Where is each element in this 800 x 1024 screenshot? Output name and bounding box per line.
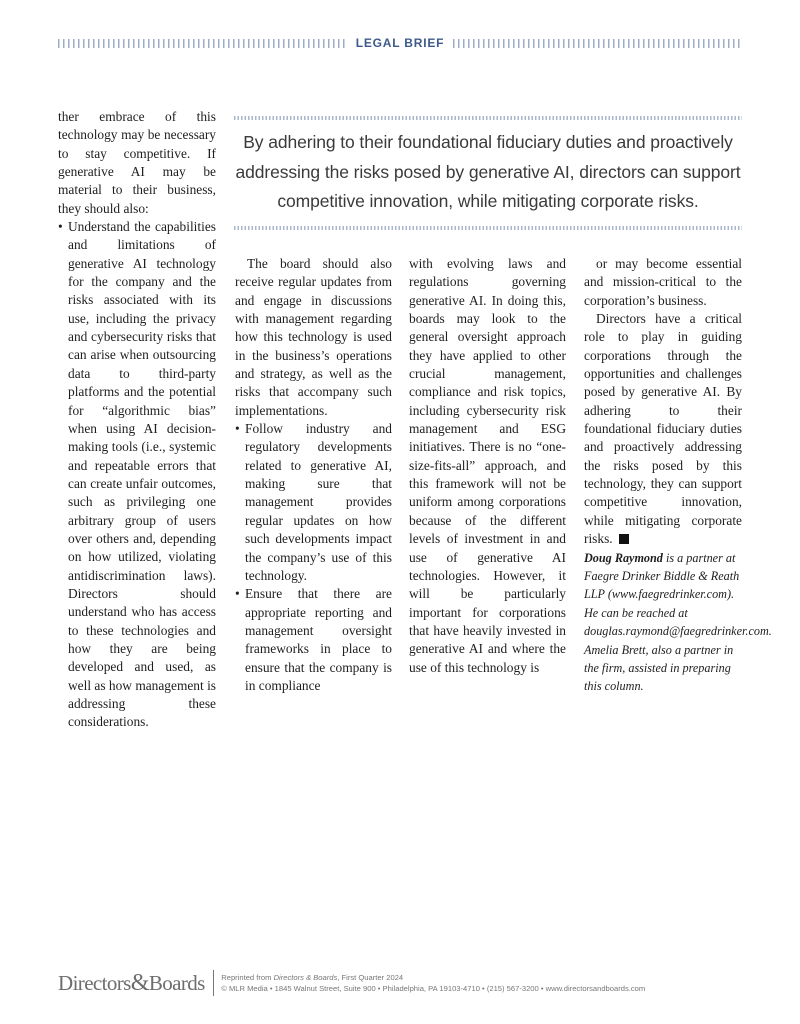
- pull-quote: By adhering to their foundational fiduciary duties and proactively addressing the risks posed by generative AI, directors can support competitive innovation, while mitigating corporate risks.: [235, 132, 741, 211]
- reprint-line: [221, 972, 645, 983]
- article-column-2: [235, 255, 392, 695]
- article-column-3: [409, 255, 566, 677]
- closing-paragraph: [584, 310, 742, 548]
- brand-right: Boards: [148, 970, 205, 995]
- reprint-prefix: Reprinted from: [221, 973, 274, 982]
- bullet-list: [235, 420, 392, 695]
- section-title: LEGAL BRIEF: [355, 36, 445, 50]
- page-footer: [58, 966, 742, 1000]
- paragraph-text: Directors have a critical role to play in guiding corporations through the opportunities and challenges posed by generative AI. By adhering to their foundational fiduciary duties and proactively addressing the risks posed by this technology, they can support competitive innovation, while mitigating corporate risks.: [584, 311, 742, 547]
- footer-divider: [213, 970, 215, 996]
- header-tick-rule-left: [58, 39, 347, 48]
- section-header: [58, 34, 742, 52]
- paragraph: The board should also receive regular updates from and engage in discussions with management regarding how this technology is used in the business’s operations and strategy, as well as the risks that accompany such implementations.: [235, 256, 392, 418]
- directors-boards-logo: [58, 970, 205, 997]
- paragraph: with evolving laws and regulations governing generative AI. In doing this, boards may look to the general oversight approach they have applied to other crucial management, compliance and risk topics, including cybersecurity risk management and ESG initiatives. There is no “one-size-fits-all” approach, and this framework will not be uniform among corporations because of the different levels of investment in and use of generative AI technologies. However, it will be particularly important for corporations that have heavily invested in generative AI and where the use of this technology is: [409, 256, 566, 675]
- paragraph: ther embrace of this technology may be necessary to stay competitive. If generative AI may be material to their business, they should also:: [58, 109, 216, 216]
- brand-left: Directors: [58, 970, 131, 995]
- footer-credits: [221, 972, 645, 994]
- bullet-item: • Ensure that there are appropriate reporting and management oversight frameworks in place to ensure that the company is in compliance: [235, 585, 392, 695]
- article-column-1: [58, 108, 216, 732]
- author-name: Doug Raymond: [584, 550, 663, 565]
- bullet-item: • Understand the capabilities and limitations of generative AI technology for the company and the risks associated with its use, including the privacy and cybersecurity risks that can arise when outsourcing data to third-party platforms and the potential for “algorithmic bias” when using AI decision-making tools (i.e., systemic and repeatable errors that can create unfair outcomes, such as privileging one arbitrary group of users over others and, depending on how utilized, violating antidiscrimination laws). Directors should understand who has access to these technologies and how they are being developed and used, as well as how management is addressing these considerations.: [58, 218, 216, 732]
- bullet-item: • Follow industry and regulatory developments related to generative AI, making sure that management provides regular updates on how such developments impact the company’s use of this technology.: [235, 420, 392, 585]
- pull-quote-rule-bottom: [234, 226, 742, 230]
- author-bio-text: is a partner at Faegre Drinker Biddle & Reath LLP (www.faegredrinker.com). He can be reached at douglas.raymond@faegredrinker.com. Amelia Brett, also a partner in the firm, assisted in preparing this column.: [584, 550, 772, 694]
- publisher-address: © MLR Media • 1845 Walnut Street, Suite 900 • Philadelphia, PA 19103-4710 • (215) 567-3200 • www.directorsandboards.com: [221, 984, 646, 993]
- pull-quote-rule-top: [234, 116, 742, 120]
- brand-amp: &: [130, 969, 149, 996]
- reprint-suffix: , First Quarter 2024: [337, 973, 404, 982]
- header-tick-rule-right: [453, 39, 742, 48]
- article-column-4: [584, 255, 772, 696]
- bullet-list: [58, 218, 216, 732]
- end-mark-icon: [619, 534, 629, 544]
- author-bio: [584, 549, 772, 696]
- paragraph: or may become essential and mission-critical to the corporation’s business.: [584, 256, 742, 308]
- publication-name: Directors & Boards: [273, 973, 338, 982]
